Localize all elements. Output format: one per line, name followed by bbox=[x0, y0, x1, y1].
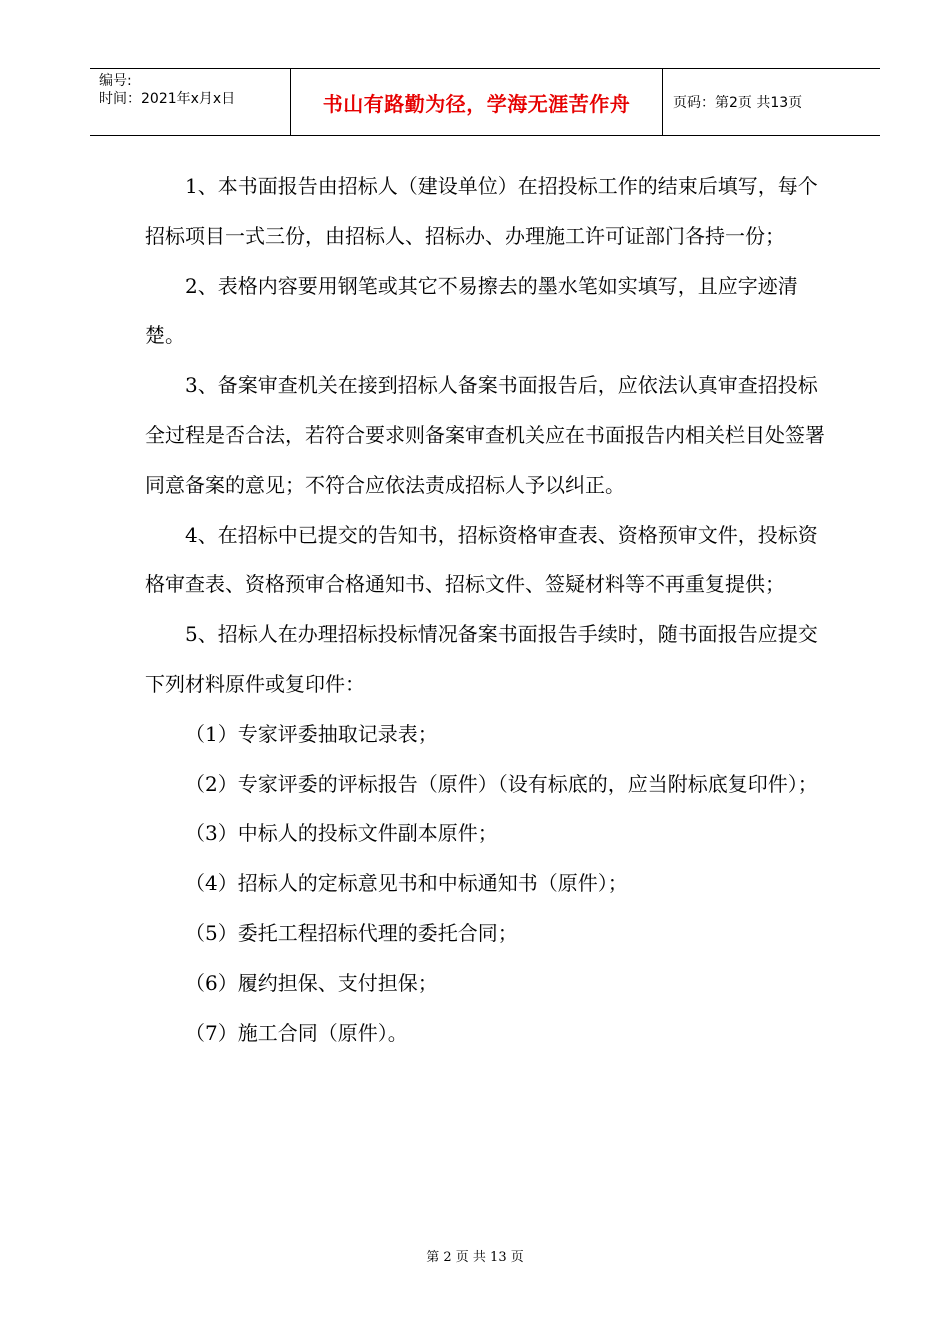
header-motto: 书山有路勤为径，学海无涯苦作舟 bbox=[291, 69, 663, 135]
page-footer: 第 2 页 共 13 页 bbox=[426, 1250, 524, 1265]
page-header bbox=[90, 68, 880, 136]
header-meta bbox=[90, 69, 291, 135]
list-item-4: （4）招标人的定标意见书和中标通知书（原件）； bbox=[185, 871, 628, 896]
paragraph-1: 1、本书面报告由招标人（建设单位）在招投标工作的结束后填写，每个招标项目一式三份，由招标人、招标办、办理施工许可证部门各持一份； bbox=[145, 174, 818, 248]
number-label: 编号: bbox=[99, 73, 132, 89]
paragraph-3: 3、备案审查机关在接到招标人备案书面报告后，应依法认真审查招投标全过程是否合法，若符合要求则备案审查机关应在书面报告内相关栏目处签署同意备案的意见；不符合应依法责成招标人予以纠正。 bbox=[145, 373, 825, 497]
list-item-1: （1）专家评委抽取记录表； bbox=[185, 721, 438, 746]
paragraph-2: 2、表格内容要用钢笔或其它不易擦去的墨水笔如实填写，且应字迹清楚。 bbox=[145, 273, 798, 348]
list-item-7: （7）施工合同（原件）。 bbox=[185, 1020, 408, 1045]
paragraph-5: 5、招标人在办理招标投标情况备案书面报告手续时，随书面报告应提交下列材料原件或复印件： bbox=[145, 622, 818, 696]
document-body bbox=[145, 162, 835, 1058]
list-item-5: （5）委托工程招标代理的委托合同； bbox=[185, 920, 518, 945]
header-page-info: 页码：第2页 共13页 bbox=[673, 95, 803, 111]
list-item-2: （2）专家评委的评标报告（原件）（设有标底的，应当附标底复印件）； bbox=[185, 771, 818, 796]
paragraph-4: 4、在招标中已提交的告知书，招标资格审查表、资格预审文件，投标资格审查表、资格预审合格通知书、招标文件、签疑材料等不再重复提供； bbox=[145, 522, 818, 597]
list-item-6: （6）履约担保、支付担保； bbox=[185, 970, 438, 995]
time-label: 时间：2021年x月x日 bbox=[99, 91, 236, 107]
list-item-3: （3）中标人的投标文件副本原件； bbox=[185, 821, 498, 846]
